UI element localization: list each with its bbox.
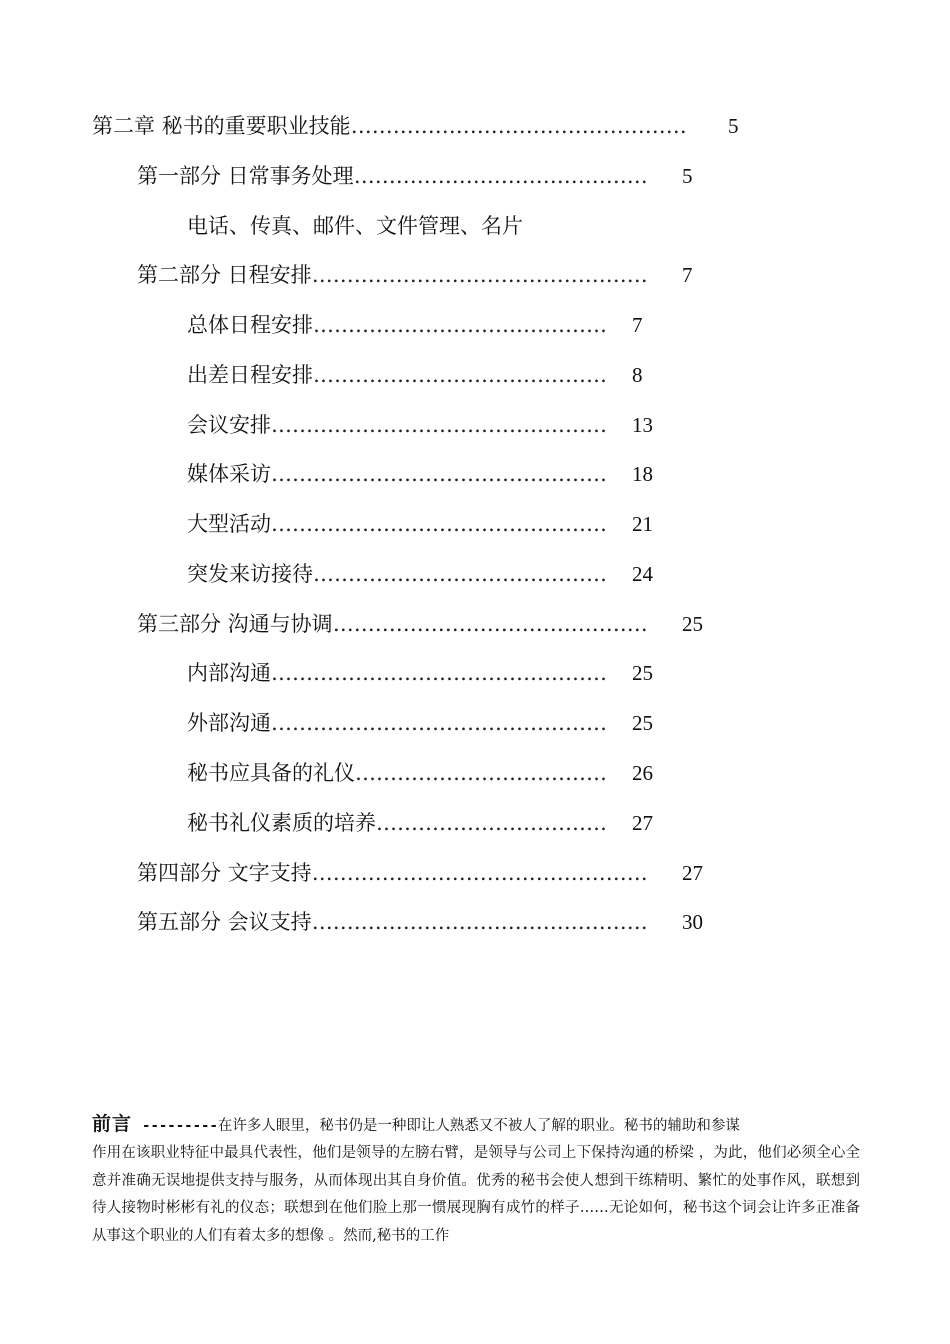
preface-body: 作用在该职业特征中最具代表性，他们是领导的左膀右臂，是领导与公司上下保持沟通的桥梁 ，为此，他们必须全心全意并准确无误地提供支持与服务，从而体现出其自身价值。优秀的秘书会使人想到干练精明、繁忙的处事作风，联想到待人接物时彬彬有礼的仪态；联想到在他们脸上那一惯展现胸有成竹的样子……无论如何，秘书这个词会让许多正准备从事这个职业的人们有着太多的想像 。然而,秘书的工作 (92, 1145, 860, 1244)
toc-leader-dots: ……………………………… (355, 761, 607, 785)
toc-page-number: 5 (682, 164, 693, 188)
toc-page-number: 8 (632, 363, 643, 387)
toc-entry-title: 大型活动 (187, 512, 271, 536)
toc-entry-meeting-arrangement[interactable] (187, 410, 607, 440)
toc-page-number: 30 (682, 910, 703, 934)
toc-entry-title: 总体日程安排 (187, 313, 313, 337)
toc-entry-unexpected-visits[interactable] (187, 559, 607, 589)
toc-page-number: 25 (682, 612, 703, 636)
toc-leader-dots: ………………………………………… (311, 263, 648, 287)
toc-entry-chapter-2[interactable] (92, 111, 687, 141)
toc-page-number: 7 (682, 263, 693, 287)
preface-first-sentence: 在许多人眼里，秘书仍是一种即让人熟悉又不被人了解的职业。秘书的辅助和参谋 (217, 1118, 740, 1134)
preface-first-line (92, 1108, 860, 1140)
preface-section (92, 1108, 860, 1250)
toc-page-number: 5 (728, 114, 739, 138)
toc-entry-part-5[interactable] (137, 907, 648, 937)
toc-entry-etiquette-cultivation[interactable] (187, 808, 607, 838)
toc-leader-dots: ………………………………………… (311, 910, 648, 934)
toc-page-number: 27 (682, 861, 703, 885)
toc-entry-title: 会议安排 (187, 413, 271, 437)
toc-entry-title: 第三部分 沟通与协调 (137, 612, 333, 636)
toc-entry-overall-schedule[interactable] (187, 310, 607, 340)
preface-dashes: --------- (142, 1118, 218, 1134)
toc-entry-title: 出差日程安排 (187, 363, 313, 387)
toc-entry-title: 内部沟通 (187, 661, 271, 685)
toc-leader-dots: …………………………… (376, 811, 607, 835)
toc-entry-title: 第四部分 文字支持 (137, 861, 312, 885)
toc-page-number: 25 (632, 661, 653, 685)
toc-leader-dots: ………………………………………… (350, 114, 687, 138)
toc-leader-dots: ………………………………………… (271, 462, 607, 486)
toc-leader-dots: ………………………………………… (311, 861, 648, 885)
toc-leader-dots: ………………………………………… (271, 661, 607, 685)
toc-entry-travel-schedule[interactable] (187, 360, 607, 390)
toc-entry-title: 第一部分 日常事务处理 (137, 164, 354, 188)
toc-entry-part-2[interactable] (137, 260, 648, 290)
toc-leader-dots: …………………………………… (353, 164, 648, 188)
toc-entry-title: 第二章 秘书的重要职业技能 (92, 114, 351, 138)
toc-page-number: 26 (632, 761, 653, 785)
toc-leader-dots: …………………………………… (313, 363, 607, 387)
toc-entry-part-1[interactable] (137, 161, 648, 191)
toc-entry-title: 秘书应具备的礼仪 (187, 761, 355, 785)
toc-entry-title: 第二部分 日程安排 (137, 263, 312, 287)
toc-entry-title: 媒体采访 (187, 462, 271, 486)
preface-heading: 前言 (92, 1113, 133, 1135)
toc-page-number: 21 (632, 512, 653, 536)
toc-leader-dots: …………………………………… (313, 562, 607, 586)
toc-page-number: 13 (632, 413, 653, 437)
toc-leader-dots: …………………………………… (313, 313, 607, 337)
toc-entry-title: 电话、传真、邮件、文件管理、名片 (187, 214, 523, 238)
toc-leader-dots: ………………………………………… (271, 512, 607, 536)
toc-page-number: 25 (632, 711, 653, 735)
toc-entry-external-communication[interactable] (187, 708, 607, 738)
toc-page-number: 18 (632, 462, 653, 486)
toc-entry-title: 第五部分 会议支持 (137, 910, 312, 934)
toc-entry-part-4[interactable] (137, 858, 648, 888)
toc-page-number: 7 (632, 313, 643, 337)
toc-leader-dots: ………………………………………… (271, 413, 607, 437)
toc-page-number: 27 (632, 811, 653, 835)
toc-leader-dots: ……………………………………… (332, 612, 648, 636)
toc-leader-dots: ………………………………………… (271, 711, 607, 735)
toc-entry-title: 外部沟通 (187, 711, 271, 735)
toc-entry-media-interview[interactable] (187, 459, 607, 489)
toc-entry-part-3[interactable] (137, 609, 648, 639)
toc-entry-internal-communication[interactable] (187, 658, 607, 688)
toc-entry-secretary-etiquette[interactable] (187, 758, 607, 788)
toc-entry-title: 突发来访接待 (187, 562, 313, 586)
toc-entry-part-1-topics (187, 211, 523, 241)
toc-entry-large-events[interactable] (187, 509, 607, 539)
toc-entry-title: 秘书礼仪素质的培养 (187, 811, 376, 835)
toc-page-number: 24 (632, 562, 653, 586)
